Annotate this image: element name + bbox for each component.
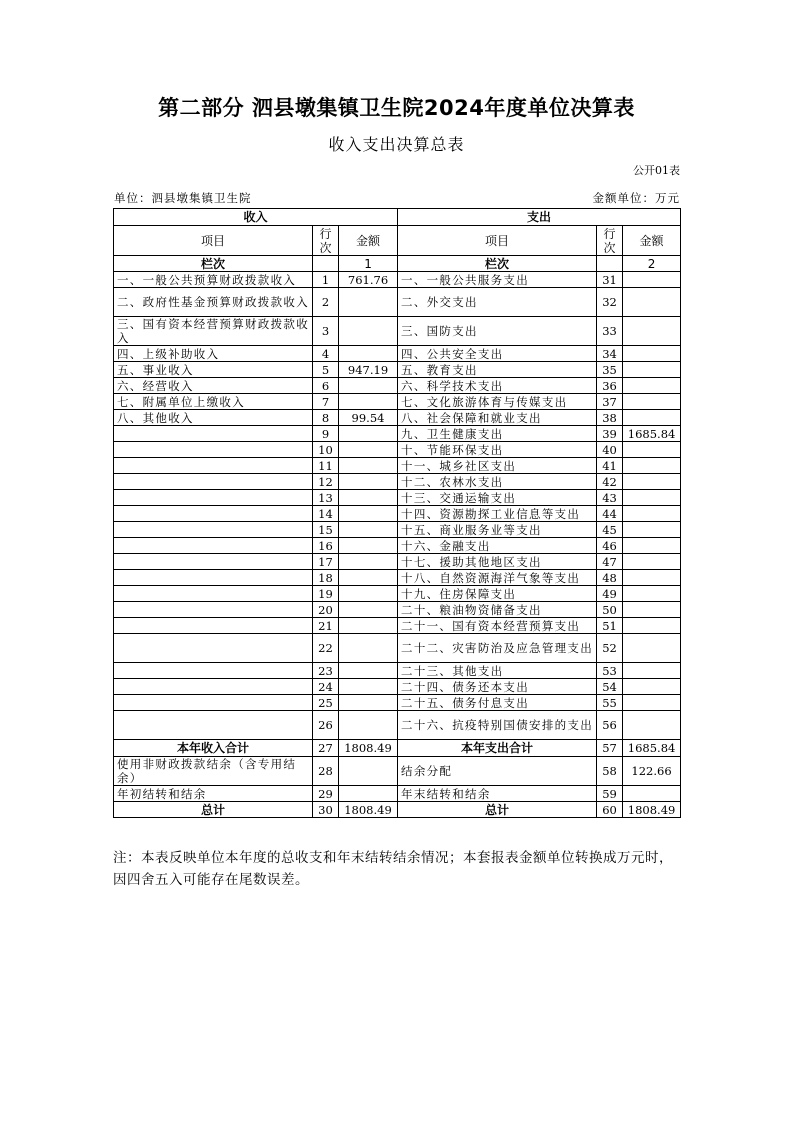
table-row — [114, 554, 681, 570]
income-item-cell: 一、一般公共预算财政拨款收入 — [114, 272, 313, 288]
expense-amount-cell — [623, 695, 681, 711]
table-row — [114, 378, 681, 394]
expense-amount-cell — [623, 410, 681, 426]
expense-amount-cell — [623, 663, 681, 679]
expense-item-cell: 二十六、抗疫特别国债安排的支出 — [398, 711, 597, 740]
income-annual-total-row-label: 本年收入合计 — [114, 740, 313, 757]
carryover-row — [114, 786, 681, 802]
expense-line-cell: 48 — [597, 570, 623, 586]
table-row — [114, 586, 681, 602]
table-subtitle: 收入支出决算总表 — [328, 135, 465, 154]
table-row — [114, 618, 681, 634]
expense-item-cell: 四、公共安全支出 — [398, 346, 597, 362]
income-line-cell: 14 — [313, 506, 339, 522]
annual-total-row — [114, 740, 681, 757]
expense-balance-row-line: 58 — [597, 757, 623, 786]
expense-amount-cell — [623, 634, 681, 663]
expense-item-cell: 十五、商业服务业等支出 — [398, 522, 597, 538]
table-row — [114, 288, 681, 317]
income-annual-total-row-amount: 1808.49 — [339, 740, 398, 757]
income-balance-row-label: 使用非财政拨款结余（含专用结余） — [114, 757, 313, 786]
income-line-cell: 18 — [313, 570, 339, 586]
income-amount-cell — [339, 538, 398, 554]
income-item-cell — [114, 586, 313, 602]
table-row — [114, 602, 681, 618]
expense-line-cell: 32 — [597, 288, 623, 317]
income-line-cell: 7 — [313, 394, 339, 410]
expense-amount-cell — [623, 506, 681, 522]
page-title: 第二部分 泗县墩集镇卫生院2024年度单位决算表 — [158, 96, 635, 120]
expense-amount-cell: 1685.84 — [623, 426, 681, 442]
expense-item-cell: 十二、农林水支出 — [398, 474, 597, 490]
expense-item-cell: 三、国防支出 — [398, 317, 597, 346]
table-row — [114, 394, 681, 410]
expense-amount-cell — [623, 618, 681, 634]
table-row — [114, 490, 681, 506]
expense-line-cell: 38 — [597, 410, 623, 426]
income-line-cell: 21 — [313, 618, 339, 634]
expense-line-cell: 31 — [597, 272, 623, 288]
income-amount-cell — [339, 378, 398, 394]
income-item-cell: 二、政府性基金预算财政拨款收入 — [114, 288, 313, 317]
expense-line-header-text: 行次 — [603, 226, 616, 255]
balance-row — [114, 757, 681, 786]
income-item-cell — [114, 570, 313, 586]
column-header-row — [114, 226, 681, 256]
income-amount-cell — [339, 317, 398, 346]
section-header-row — [114, 209, 681, 226]
expense-amount-cell — [623, 554, 681, 570]
income-section-header: 收入 — [114, 209, 398, 226]
income-amount-cell — [339, 394, 398, 410]
expense-line-cell: 53 — [597, 663, 623, 679]
expense-amount-cell — [623, 602, 681, 618]
income-line-cell: 2 — [313, 288, 339, 317]
income-amount-cell — [339, 602, 398, 618]
income-item-cell — [114, 554, 313, 570]
income-balance-row-line: 28 — [313, 757, 339, 786]
expense-amount-cell — [623, 317, 681, 346]
income-col-number: 1 — [339, 256, 398, 272]
expense-item-cell: 二十、粮油物资储备支出 — [398, 602, 597, 618]
expense-section-header: 支出 — [398, 209, 681, 226]
expense-item-cell: 十六、金融支出 — [398, 538, 597, 554]
form-number: 公开01表 — [633, 164, 680, 177]
income-line-cell: 1 — [313, 272, 339, 288]
income-amount-cell — [339, 570, 398, 586]
expense-col-line-blank — [597, 256, 623, 272]
income-amount-cell — [339, 554, 398, 570]
expense-item-cell: 二十五、债务付息支出 — [398, 695, 597, 711]
expense-item-cell: 八、社会保障和就业支出 — [398, 410, 597, 426]
income-line-cell: 24 — [313, 679, 339, 695]
expense-line-cell: 35 — [597, 362, 623, 378]
expense-amount-cell — [623, 679, 681, 695]
expense-grand-total-row-line: 60 — [597, 802, 623, 818]
expense-item-cell: 十三、交通运输支出 — [398, 490, 597, 506]
expense-amount-cell — [623, 711, 681, 740]
income-item-cell — [114, 618, 313, 634]
income-amount-cell: 99.54 — [339, 410, 398, 426]
expense-item-cell: 二十三、其他支出 — [398, 663, 597, 679]
expense-item-cell: 九、卫生健康支出 — [398, 426, 597, 442]
expense-annual-total-row-amount: 1685.84 — [623, 740, 681, 757]
income-line-cell: 5 — [313, 362, 339, 378]
expense-amount-cell — [623, 394, 681, 410]
expense-amount-cell — [623, 346, 681, 362]
expense-line-cell: 37 — [597, 394, 623, 410]
expense-item-header: 项目 — [398, 226, 597, 256]
expense-item-cell: 十、节能环保支出 — [398, 442, 597, 458]
income-item-cell — [114, 490, 313, 506]
income-balance-row-amount — [339, 757, 398, 786]
income-item-cell — [114, 506, 313, 522]
income-grand-total-row-line: 30 — [313, 802, 339, 818]
income-item-cell — [114, 458, 313, 474]
income-amount-cell — [339, 288, 398, 317]
table-row — [114, 410, 681, 426]
income-amount-cell — [339, 586, 398, 602]
table-row — [114, 426, 681, 442]
expense-line-cell: 42 — [597, 474, 623, 490]
income-item-cell: 七、附属单位上缴收入 — [114, 394, 313, 410]
expense-item-cell: 二十一、国有资本经营预算支出 — [398, 618, 597, 634]
expense-item-cell: 二十四、债务还本支出 — [398, 679, 597, 695]
income-amount-cell — [339, 695, 398, 711]
income-amount-cell — [339, 679, 398, 695]
expense-item-cell: 十七、援助其他地区支出 — [398, 554, 597, 570]
income-item-cell — [114, 442, 313, 458]
income-col-line-blank — [313, 256, 339, 272]
expense-line-cell: 52 — [597, 634, 623, 663]
grand-total-row — [114, 802, 681, 818]
income-line-cell: 26 — [313, 711, 339, 740]
expense-amount-cell — [623, 378, 681, 394]
income-grand-total-row-amount: 1808.49 — [339, 802, 398, 818]
income-line-cell: 3 — [313, 317, 339, 346]
expense-item-cell: 二十二、灾害防治及应急管理支出 — [398, 634, 597, 663]
income-line-cell: 20 — [313, 602, 339, 618]
income-line-cell: 4 — [313, 346, 339, 362]
footnote: 注：本表反映单位本年度的总收支和年末结转结余情况；本套报表金额单位转换成万元时，因四舍五入可能存在尾数误差。 — [113, 850, 673, 888]
expense-amount-cell — [623, 570, 681, 586]
expense-grand-total-row-amount: 1808.49 — [623, 802, 681, 818]
unit-name: 单位：泗县墩集镇卫生院 — [114, 191, 252, 205]
income-item-cell — [114, 679, 313, 695]
income-amount-cell — [339, 711, 398, 740]
amount-unit: 金额单位：万元 — [592, 191, 680, 205]
income-carryover-row-label: 年初结转和结余 — [114, 786, 313, 802]
expense-item-cell: 十九、住房保障支出 — [398, 586, 597, 602]
income-amount-cell — [339, 458, 398, 474]
expense-line-cell: 45 — [597, 522, 623, 538]
income-col-label: 栏次 — [114, 256, 313, 272]
table-row — [114, 272, 681, 288]
income-amount-cell — [339, 442, 398, 458]
expense-balance-row-label: 结余分配 — [398, 757, 597, 786]
expense-line-cell: 34 — [597, 346, 623, 362]
income-item-cell: 八、其他收入 — [114, 410, 313, 426]
income-line-cell: 23 — [313, 663, 339, 679]
table-row — [114, 522, 681, 538]
income-item-cell — [114, 602, 313, 618]
income-amount-cell — [339, 346, 398, 362]
expense-amount-cell — [623, 458, 681, 474]
table-row — [114, 346, 681, 362]
income-line-cell: 6 — [313, 378, 339, 394]
expense-line-cell: 40 — [597, 442, 623, 458]
income-line-cell: 22 — [313, 634, 339, 663]
income-amount-cell — [339, 618, 398, 634]
income-amount-cell: 947.19 — [339, 362, 398, 378]
income-amount-header: 金额 — [339, 226, 398, 256]
expense-line-cell: 46 — [597, 538, 623, 554]
expense-line-cell: 55 — [597, 695, 623, 711]
expense-line-cell: 49 — [597, 586, 623, 602]
income-amount-cell — [339, 522, 398, 538]
table-row — [114, 458, 681, 474]
income-line-header — [313, 226, 339, 256]
income-item-cell — [114, 426, 313, 442]
table-row — [114, 711, 681, 740]
income-amount-cell — [339, 506, 398, 522]
expense-line-header — [597, 226, 623, 256]
expense-carryover-row-label: 年末结转和结余 — [398, 786, 597, 802]
income-line-cell: 25 — [313, 695, 339, 711]
income-item-cell — [114, 663, 313, 679]
expense-amount-cell — [623, 288, 681, 317]
column-index-row — [114, 256, 681, 272]
income-line-cell: 11 — [313, 458, 339, 474]
income-line-cell: 9 — [313, 426, 339, 442]
expense-line-cell: 39 — [597, 426, 623, 442]
expense-amount-cell — [623, 474, 681, 490]
expense-item-cell: 六、科学技术支出 — [398, 378, 597, 394]
expense-col-label: 栏次 — [398, 256, 597, 272]
expense-annual-total-row-line: 57 — [597, 740, 623, 757]
expense-item-cell: 七、文化旅游体育与传媒支出 — [398, 394, 597, 410]
expense-item-cell: 五、教育支出 — [398, 362, 597, 378]
expense-item-cell: 二、外交支出 — [398, 288, 597, 317]
income-item-cell — [114, 695, 313, 711]
income-item-cell — [114, 711, 313, 740]
expense-grand-total-row-label: 总计 — [398, 802, 597, 818]
income-item-cell: 五、事业收入 — [114, 362, 313, 378]
expense-annual-total-row-label: 本年支出合计 — [398, 740, 597, 757]
expense-item-cell: 十一、城乡社区支出 — [398, 458, 597, 474]
income-amount-cell: 761.76 — [339, 272, 398, 288]
income-line-cell: 16 — [313, 538, 339, 554]
income-item-cell — [114, 522, 313, 538]
income-carryover-row-line: 29 — [313, 786, 339, 802]
expense-item-cell: 十四、资源勘探工业信息等支出 — [398, 506, 597, 522]
expense-line-cell: 44 — [597, 506, 623, 522]
income-amount-cell — [339, 474, 398, 490]
expense-line-cell: 51 — [597, 618, 623, 634]
expense-line-cell: 33 — [597, 317, 623, 346]
income-carryover-row-amount — [339, 786, 398, 802]
expense-line-cell: 50 — [597, 602, 623, 618]
expense-line-cell: 36 — [597, 378, 623, 394]
income-line-cell: 15 — [313, 522, 339, 538]
income-line-header-text: 行次 — [319, 226, 332, 255]
income-line-cell: 19 — [313, 586, 339, 602]
expense-line-cell: 43 — [597, 490, 623, 506]
income-line-cell: 17 — [313, 554, 339, 570]
expense-amount-cell — [623, 538, 681, 554]
table-row — [114, 317, 681, 346]
income-item-cell — [114, 538, 313, 554]
income-amount-cell — [339, 634, 398, 663]
income-line-cell: 13 — [313, 490, 339, 506]
expense-item-cell: 十八、自然资源海洋气象等支出 — [398, 570, 597, 586]
expense-amount-cell — [623, 586, 681, 602]
table-row — [114, 538, 681, 554]
expense-item-cell: 一、一般公共服务支出 — [398, 272, 597, 288]
table-row — [114, 570, 681, 586]
income-amount-cell — [339, 490, 398, 506]
income-item-cell: 六、经营收入 — [114, 378, 313, 394]
expense-line-cell: 41 — [597, 458, 623, 474]
expense-line-cell: 54 — [597, 679, 623, 695]
income-expense-table — [113, 208, 681, 818]
expense-amount-cell — [623, 490, 681, 506]
expense-amount-cell — [623, 272, 681, 288]
table-row — [114, 679, 681, 695]
expense-amount-cell — [623, 522, 681, 538]
table-row — [114, 695, 681, 711]
income-item-cell: 四、上级补助收入 — [114, 346, 313, 362]
expense-col-number: 2 — [623, 256, 681, 272]
expense-carryover-row-line: 59 — [597, 786, 623, 802]
income-item-cell: 三、国有资本经营预算财政拨款收入 — [114, 317, 313, 346]
expense-carryover-row-amount — [623, 786, 681, 802]
table-row — [114, 362, 681, 378]
income-line-cell: 10 — [313, 442, 339, 458]
table-row — [114, 663, 681, 679]
income-line-cell: 12 — [313, 474, 339, 490]
expense-line-cell: 47 — [597, 554, 623, 570]
expense-amount-cell — [623, 442, 681, 458]
income-grand-total-row-label: 总计 — [114, 802, 313, 818]
table-row — [114, 442, 681, 458]
expense-line-cell: 56 — [597, 711, 623, 740]
table-row — [114, 506, 681, 522]
expense-amount-header: 金额 — [623, 226, 681, 256]
table-row — [114, 474, 681, 490]
income-annual-total-row-line: 27 — [313, 740, 339, 757]
income-amount-cell — [339, 663, 398, 679]
income-item-header: 项目 — [114, 226, 313, 256]
expense-amount-cell — [623, 362, 681, 378]
income-item-cell — [114, 634, 313, 663]
income-amount-cell — [339, 426, 398, 442]
income-item-cell — [114, 474, 313, 490]
income-line-cell: 8 — [313, 410, 339, 426]
table-row — [114, 634, 681, 663]
expense-balance-row-amount: 122.66 — [623, 757, 681, 786]
